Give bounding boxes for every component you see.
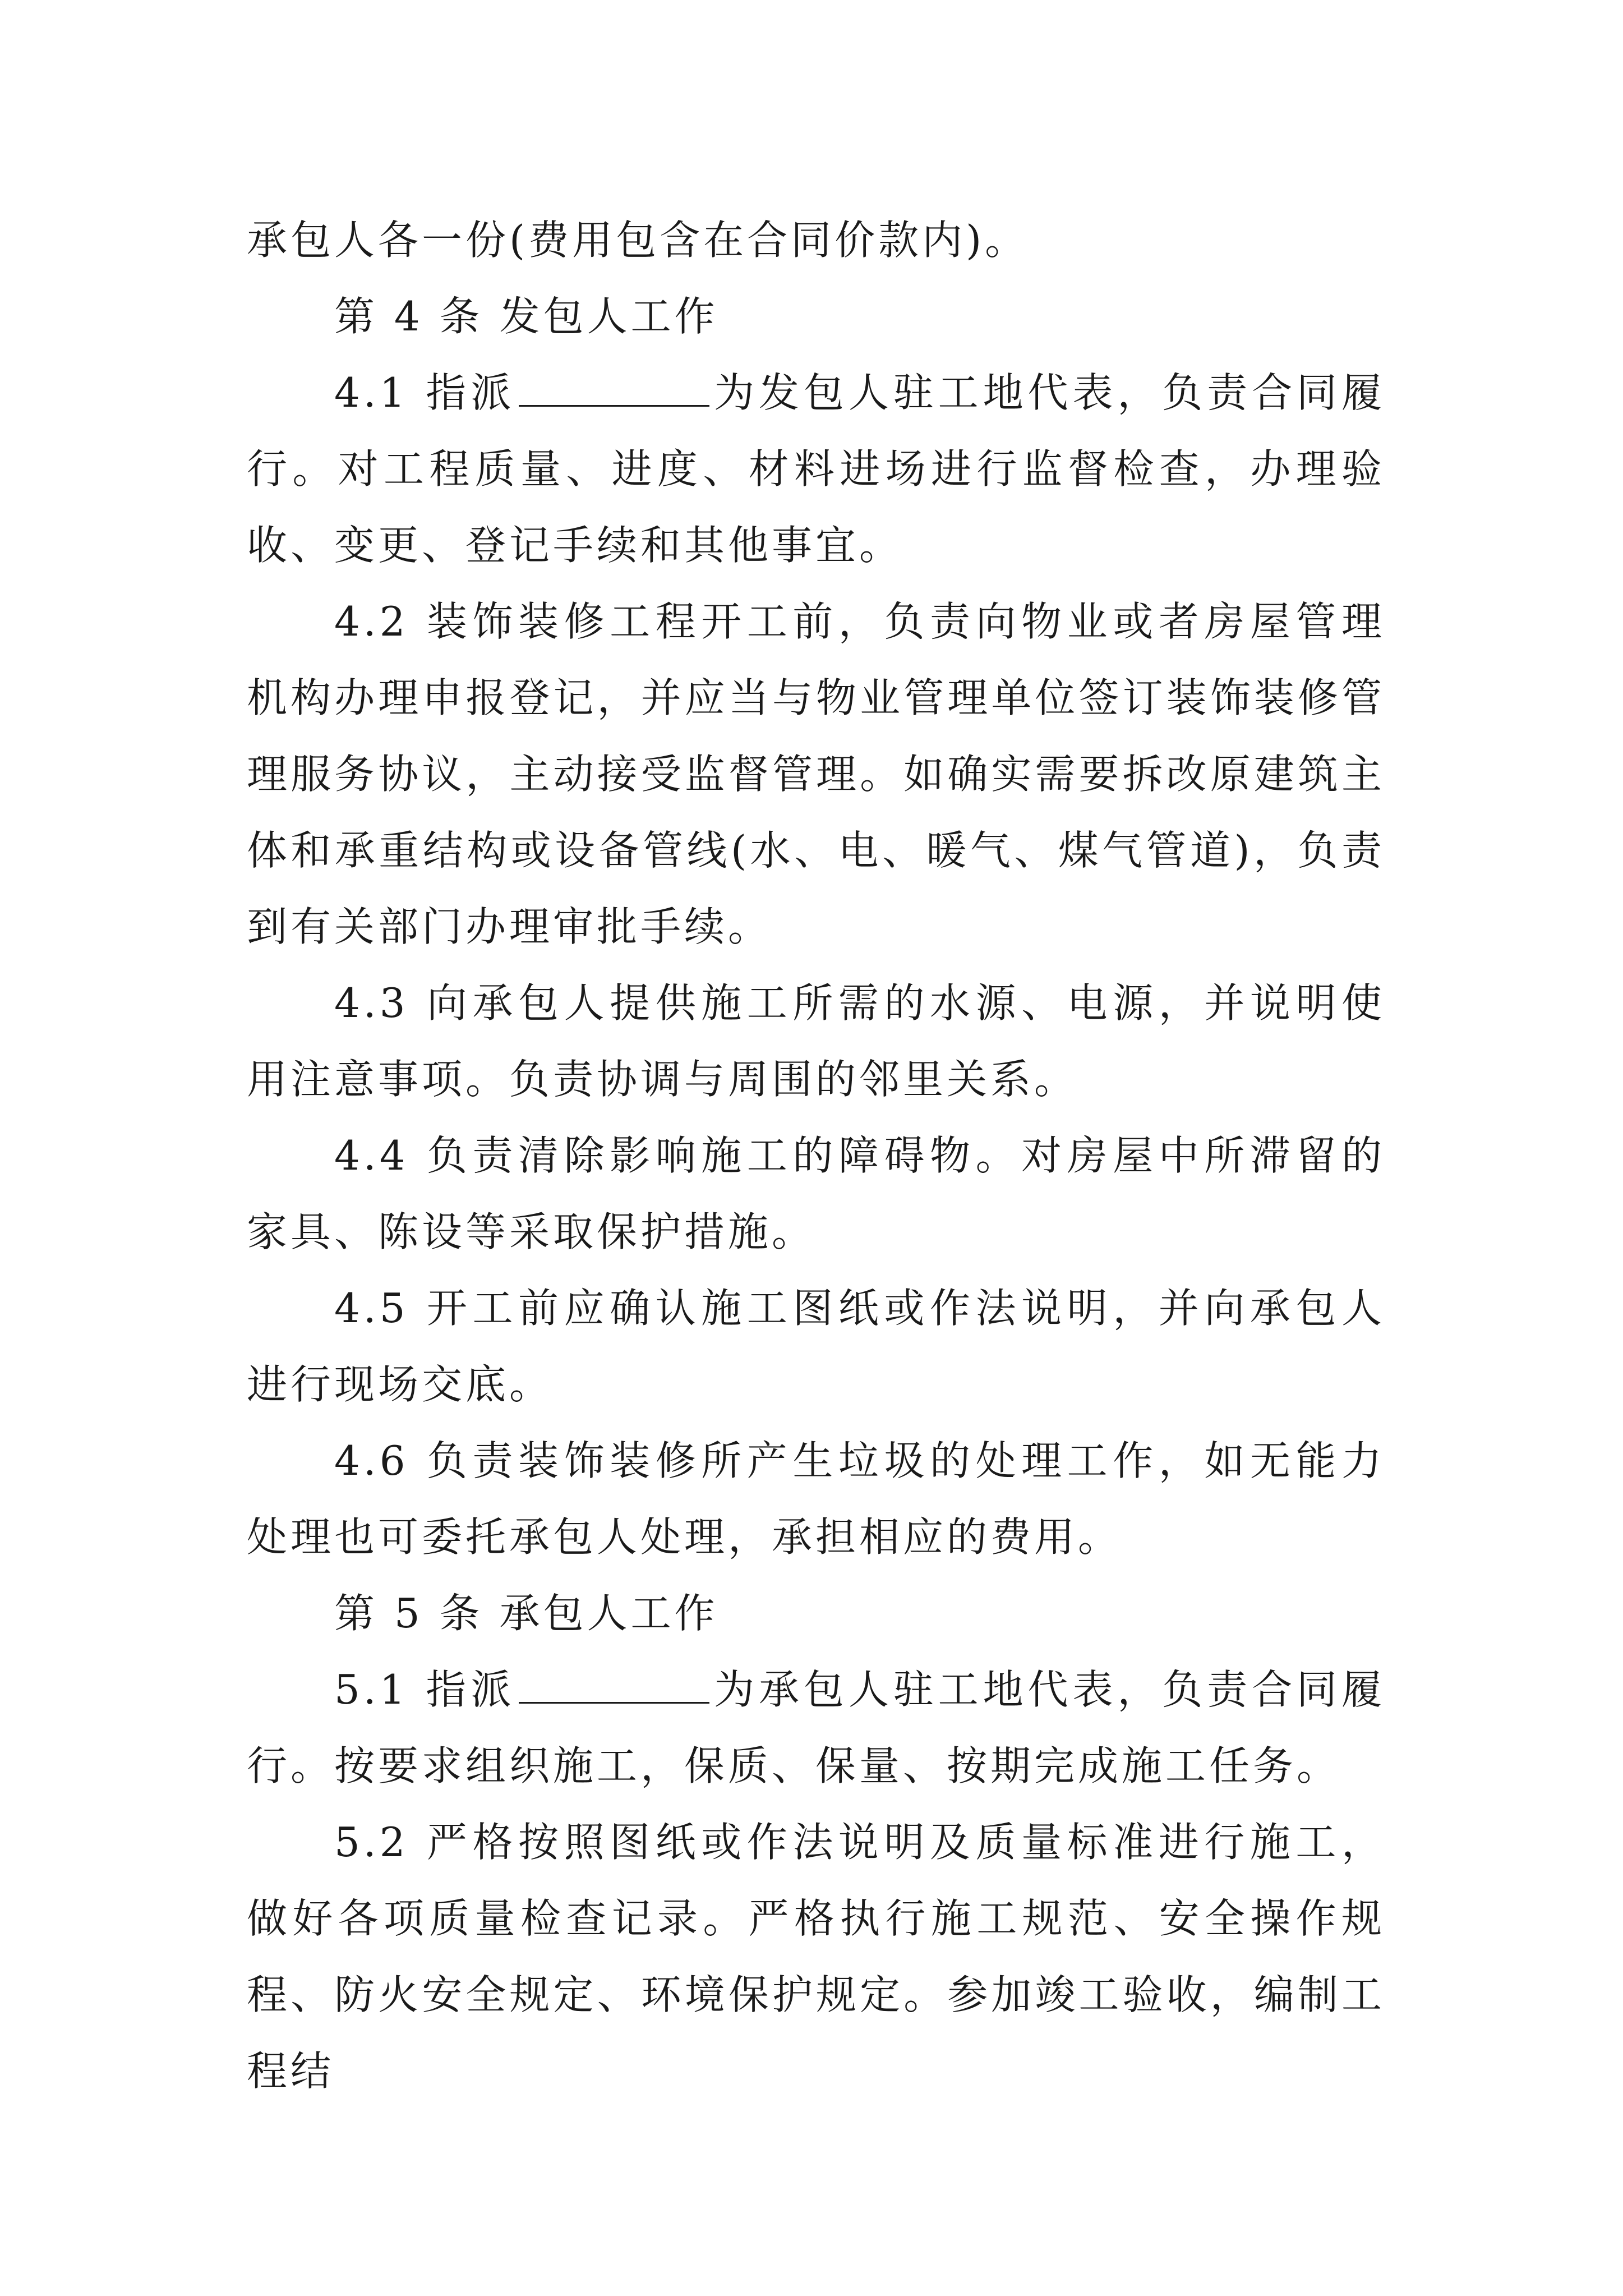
- fill-in-blank-line: [519, 366, 709, 407]
- clause-4-5: 4.5 开工前应确认施工图纸或作法说明，并向承包人进行现场交底。: [247, 1285, 1385, 1408]
- clause-5-1: [247, 1651, 1385, 1804]
- clause-4-6: 4.6 负责装饰装修所产生垃圾的处理工作，如无能力处理也可委托承包人处理，承担相应的费用。: [247, 1437, 1385, 1561]
- clause-4-2: 4.2 装饰装修工程开工前，负责向物业或者房屋管理机构办理申报登记，并应当与物业管理单位签订装饰装修管理服务协议，主动接受监督管理。如确实需要拆改原建筑主体和承重结构或设备管线(水、电、暖气、煤气管道)，负责到有关部门办理审批手续。: [247, 598, 1385, 950]
- clause-4-1-text: 为发包人驻工地代表，负责合同履行。对工程质量、进度、材料进场进行监督检查，办理验收、变更、登记手续和其他事宜。: [247, 369, 1385, 569]
- fill-in-blank-line: [519, 1663, 709, 1704]
- document-body: [247, 202, 1385, 2109]
- clause-5-2: 5.2 严格按照图纸或作法说明及质量标准进行施工，做好各项质量检查记录。严格执行施工规范、安全操作规程、防火安全规定、环境保护规定。参加竣工验收，编制工程结: [247, 1819, 1385, 2095]
- section-heading-article-5: 第 5 条 承包人工作: [334, 1590, 718, 1637]
- clause-4-1: [247, 355, 1385, 583]
- clause-4-3: 4.3 向承包人提供施工所需的水源、电源，并说明使用注意事项。负责协调与周围的邻里关系。: [247, 979, 1385, 1103]
- clause-5-1-prefix: 5.1 指派: [334, 1666, 516, 1713]
- clause-4-4: 4.4 负责清除影响施工的障碍物。对房屋中所滞留的家具、陈设等采取保护措施。: [247, 1132, 1385, 1255]
- clause-5-1-text: 为承包人驻工地代表，负责合同履行。按要求组织施工，保质、保量、按期完成施工任务。: [247, 1666, 1385, 1789]
- paragraph-continuation: 承包人各一份(费用包含在合同价款内)。: [247, 217, 1029, 264]
- clause-4-1-prefix: 4.1 指派: [334, 369, 516, 416]
- section-heading-article-4: 第 4 条 发包人工作: [334, 293, 718, 340]
